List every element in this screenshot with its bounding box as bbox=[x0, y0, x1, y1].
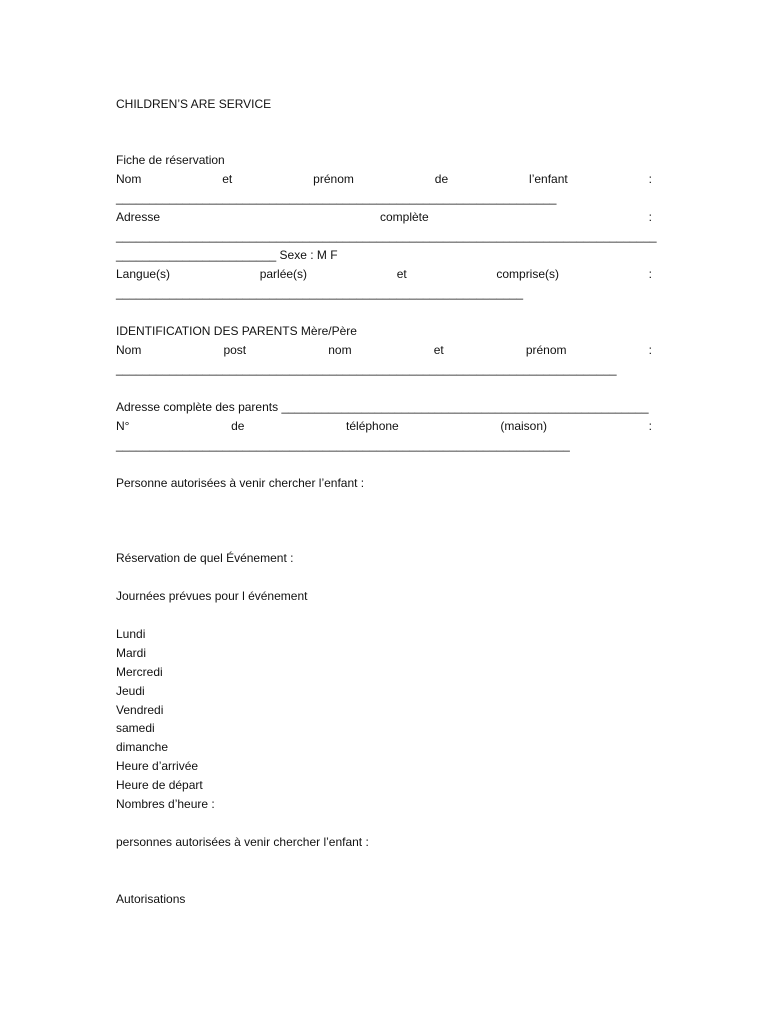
word: : bbox=[648, 343, 652, 357]
languages-blank: _____________________________________________________________ bbox=[116, 286, 524, 300]
parents-address-label: Adresse complète des parents bbox=[116, 400, 279, 414]
word: et bbox=[396, 267, 407, 281]
day-mardi: Mardi bbox=[116, 646, 147, 660]
word: comprise(s) bbox=[496, 267, 560, 281]
word: prénom bbox=[313, 172, 354, 186]
document-title: CHILDREN’S ARE SERVICE bbox=[116, 97, 272, 111]
word: : bbox=[648, 267, 652, 281]
parents-address-blank: _______________________________________________________ bbox=[281, 400, 649, 414]
word: parlée(s) bbox=[259, 267, 308, 281]
day-vendredi: Vendredi bbox=[116, 703, 164, 717]
parents-address-row bbox=[116, 398, 652, 416]
address-blank: _________________________________________________________________________________ bbox=[116, 229, 657, 243]
event-reservation-label: Réservation de quel Événement : bbox=[116, 551, 294, 565]
word: post bbox=[223, 343, 247, 357]
day-lundi: Lundi bbox=[116, 627, 146, 641]
word: prénom bbox=[525, 343, 567, 357]
child-name-label-row bbox=[116, 170, 652, 188]
day-jeudi: Jeudi bbox=[116, 684, 145, 698]
address-blank-continued: ________________________ bbox=[116, 248, 277, 262]
word: Adresse bbox=[116, 210, 161, 224]
address-label-row bbox=[116, 208, 652, 226]
phone-label-row bbox=[116, 417, 652, 435]
word: complète bbox=[379, 210, 429, 224]
sex-label: Sexe : M F bbox=[279, 248, 338, 262]
word: : bbox=[648, 210, 652, 224]
word: et bbox=[433, 343, 444, 357]
child-name-blank: __________________________________________________________________ bbox=[116, 191, 557, 205]
departure-time-label: Heure de départ bbox=[116, 778, 203, 792]
word: N° bbox=[116, 419, 130, 433]
parents-heading: IDENTIFICATION DES PARENTS Mère/Père bbox=[116, 324, 357, 338]
word: (maison) bbox=[500, 419, 548, 433]
day-samedi: samedi bbox=[116, 721, 155, 735]
word: Nom bbox=[116, 172, 142, 186]
authorizations-heading: Autorisations bbox=[116, 892, 186, 906]
phone-blank: ____________________________________________________________________ bbox=[116, 438, 570, 452]
arrival-time-label: Heure d’arrivée bbox=[116, 759, 199, 773]
word: : bbox=[648, 419, 652, 433]
authorized-persons-label: Personne autorisées à venir chercher l’enfant : bbox=[116, 476, 365, 490]
word: et bbox=[222, 172, 233, 186]
word: de bbox=[231, 419, 245, 433]
hours-count-label: Nombres d’heure : bbox=[116, 797, 215, 811]
authorized-persons-label-2: personnes autorisées à venir chercher l’enfant : bbox=[116, 835, 369, 849]
word: téléphone bbox=[346, 419, 399, 433]
planned-days-label: Journées prévues pour l événement bbox=[116, 589, 308, 603]
word: : bbox=[648, 172, 652, 186]
parents-name-blank: ___________________________________________________________________________ bbox=[116, 362, 617, 376]
word: nom bbox=[328, 343, 352, 357]
day-mercredi: Mercredi bbox=[116, 665, 163, 679]
day-dimanche: dimanche bbox=[116, 740, 169, 754]
form-subtitle: Fiche de réservation bbox=[116, 153, 225, 167]
sex-row bbox=[116, 246, 652, 264]
parents-name-label-row bbox=[116, 341, 652, 359]
word: Nom bbox=[116, 343, 142, 357]
word: Langue(s) bbox=[116, 267, 171, 281]
word: de bbox=[434, 172, 449, 186]
word: l’enfant bbox=[529, 172, 568, 186]
languages-label-row bbox=[116, 265, 652, 283]
